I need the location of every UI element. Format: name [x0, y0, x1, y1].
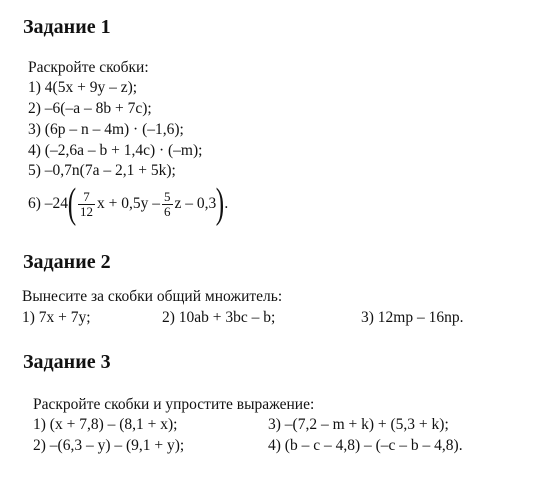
item6-close-paren: ) [216, 181, 225, 228]
fraction-2-numerator: 5 [164, 188, 171, 204]
task1-item-5: 5) –0,7n(7a – 2,1 + 5k); [28, 162, 176, 179]
task3-instruction: Раскройте скобки и упростите выражение: [33, 396, 315, 413]
item6-end: . [224, 195, 229, 212]
task2-title: Задание 2 [23, 251, 111, 273]
task1-item-4: 4) (–2,6a – b + 1,4c) · (–m); [28, 142, 203, 159]
task3-item-4: 4) (b – c – 4,8) – (–c – b – 4,8). [268, 437, 463, 454]
item6-tail: z – 0,3 [174, 195, 217, 212]
task1-instruction: Раскройте скобки: [28, 59, 149, 76]
fraction-1-denominator: 12 [80, 203, 94, 219]
task1-item-2: 2) –6(–a – 8b + 7c); [28, 100, 152, 117]
task1-title: Задание 1 [23, 16, 111, 38]
task2-item-2: 2) 10ab + 3bc – b; [162, 309, 276, 326]
task2-item-3: 3) 12mp – 16np. [361, 309, 464, 326]
item6-open-paren: ( [67, 181, 77, 228]
task3-item-1: 1) (x + 7,8) – (8,1 + x); [33, 416, 178, 433]
task1-item-6 [28, 181, 229, 228]
item6-middle: x + 0,5y – [97, 195, 161, 212]
item6-fraction-2 [162, 190, 173, 219]
task3-item-2: 2) –(6,3 – y) – (9,1 + y); [33, 437, 185, 454]
task3-item-3: 3) –(7,2 – m + k) + (5,3 + k); [268, 416, 449, 433]
fraction-1-numerator: 7 [78, 190, 95, 205]
task2-item-1: 1) 7x + 7y; [22, 309, 91, 326]
fraction-2-denominator: 6 [164, 203, 171, 219]
task3-title: Задание 3 [23, 351, 111, 373]
task1-item-1: 1) 4(5x + 9y – z); [28, 79, 138, 96]
item6-fraction-1 [78, 190, 95, 219]
item6-prefix: 6) –24 [28, 195, 69, 212]
task1-item-3: 3) (6p – n – 4m) · (–1,6); [28, 121, 184, 138]
task2-instruction: Вынесите за скобки общий множитель: [22, 288, 283, 305]
